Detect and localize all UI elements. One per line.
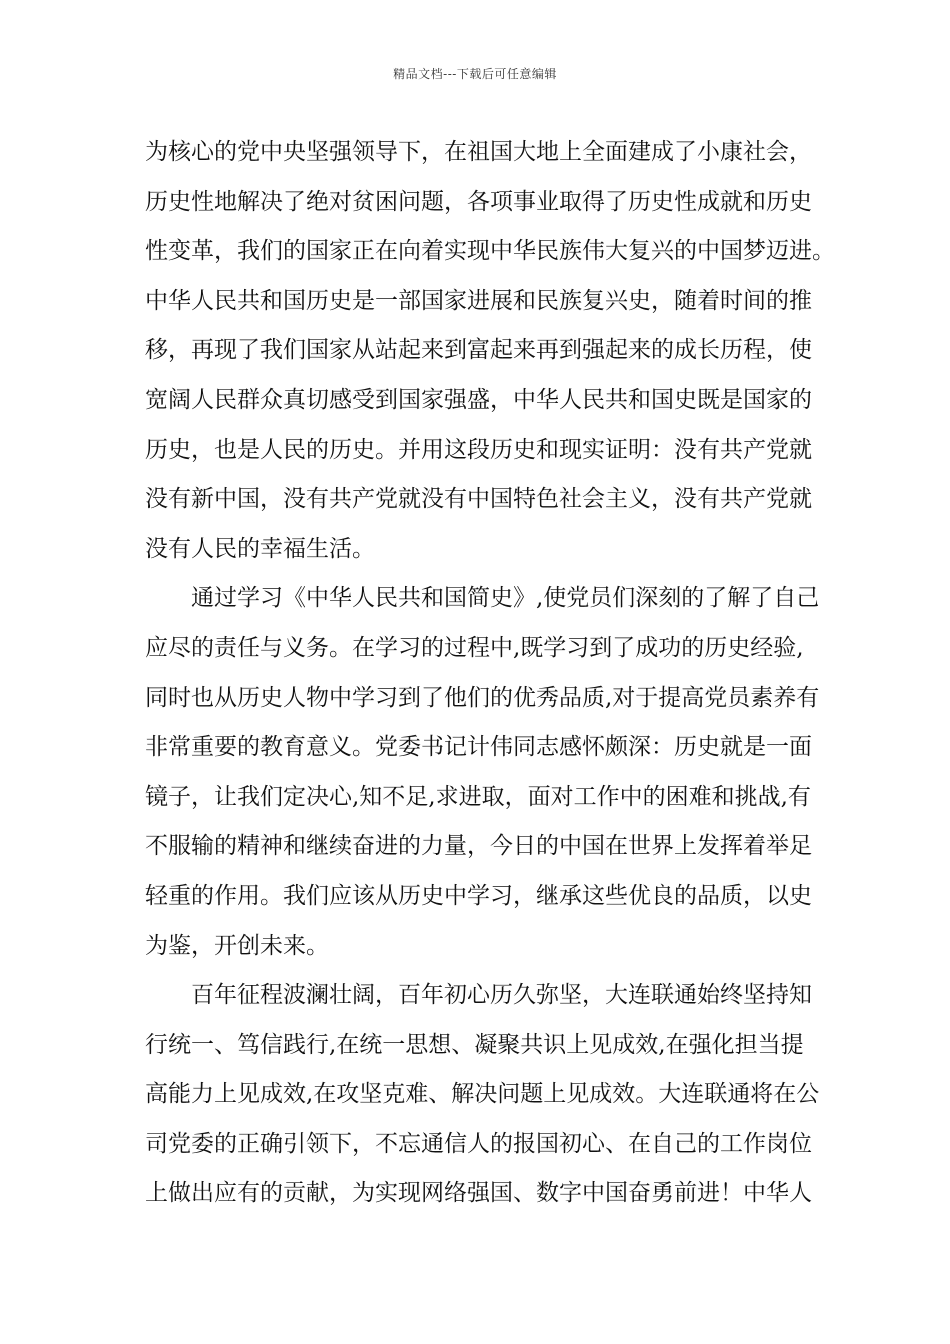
text-line: 宽阔人民群众真切感受到国家强盛，中华人民共和国史既是国家的 <box>145 386 812 413</box>
paragraph-3 <box>145 971 835 1219</box>
text-line: 为鉴，开创未来。 <box>145 932 329 959</box>
text-line: 移，再现了我们国家从站起来到富起来再到强起来的成长历程，使 <box>145 337 812 364</box>
text-line: 中华人民共和国历史是一部国家进展和民族复兴史，随着时间的推 <box>145 287 812 314</box>
text-line: 上做出应有的贡献，为实现网络强国、数字中国奋勇前进！中华人 <box>145 1180 812 1207</box>
paragraph-1 <box>145 128 835 574</box>
page-header: 精品文档---下载后可任意编辑 <box>393 67 557 81</box>
text-line: 轻重的作用。我们应该从历史中学习，继承这些优良的品质，以史 <box>145 882 812 909</box>
text-line: 高能力上见成效,在攻坚克难、解决问题上见成效。大连联通将在公 <box>145 1081 820 1108</box>
paragraph-2 <box>145 574 835 971</box>
text-line: 同时也从历史人物中学习到了他们的优秀品质,对于提高党员素养有 <box>145 684 820 711</box>
text-line: 司党委的正确引领下，不忘通信人的报国初心、在自己的工作岗位 <box>145 1130 812 1157</box>
text-line: 非常重要的教育意义。党委书记计伟同志感怀颇深：历史就是一面 <box>145 734 812 761</box>
text-line-first: 通过学习《中华人民共和国简史》,使党员们深刻的了解了自己 <box>191 585 820 612</box>
text-line: 不服输的精神和继续奋进的力量，今日的中国在世界上发挥着举足 <box>145 833 812 860</box>
text-line: 历史性地解决了绝对贫困问题，各项事业取得了历史性成就和历史 <box>145 188 812 215</box>
text-line: 没有人民的幸福生活。 <box>145 535 375 562</box>
text-line: 应尽的责任与义务。在学习的过程中,既学习到了成功的历史经验, <box>145 634 804 661</box>
text-line: 行统一、笃信践行,在统一思想、凝聚共识上见成效,在强化担当提 <box>145 1031 804 1058</box>
text-line: 没有新中国，没有共产党就没有中国特色社会主义，没有共产党就 <box>145 486 812 513</box>
document-body <box>145 128 835 1219</box>
text-line: 镜子，让我们定决心,知不足,求进取，面对工作中的困难和挑战,有 <box>145 783 811 810</box>
text-line: 为核心的党中央坚强领导下，在祖国大地上全面建成了小康社会， <box>145 139 812 165</box>
text-line-first: 百年征程波澜壮阔，百年初心历久弥坚，大连联通始终坚持知 <box>191 982 812 1009</box>
text-line: 历史，也是人民的历史。并用这段历史和现实证明：没有共产党就 <box>145 436 812 463</box>
text-line: 性变革，我们的国家正在向着实现中华民族伟大复兴的中国梦迈进。 <box>145 238 835 265</box>
